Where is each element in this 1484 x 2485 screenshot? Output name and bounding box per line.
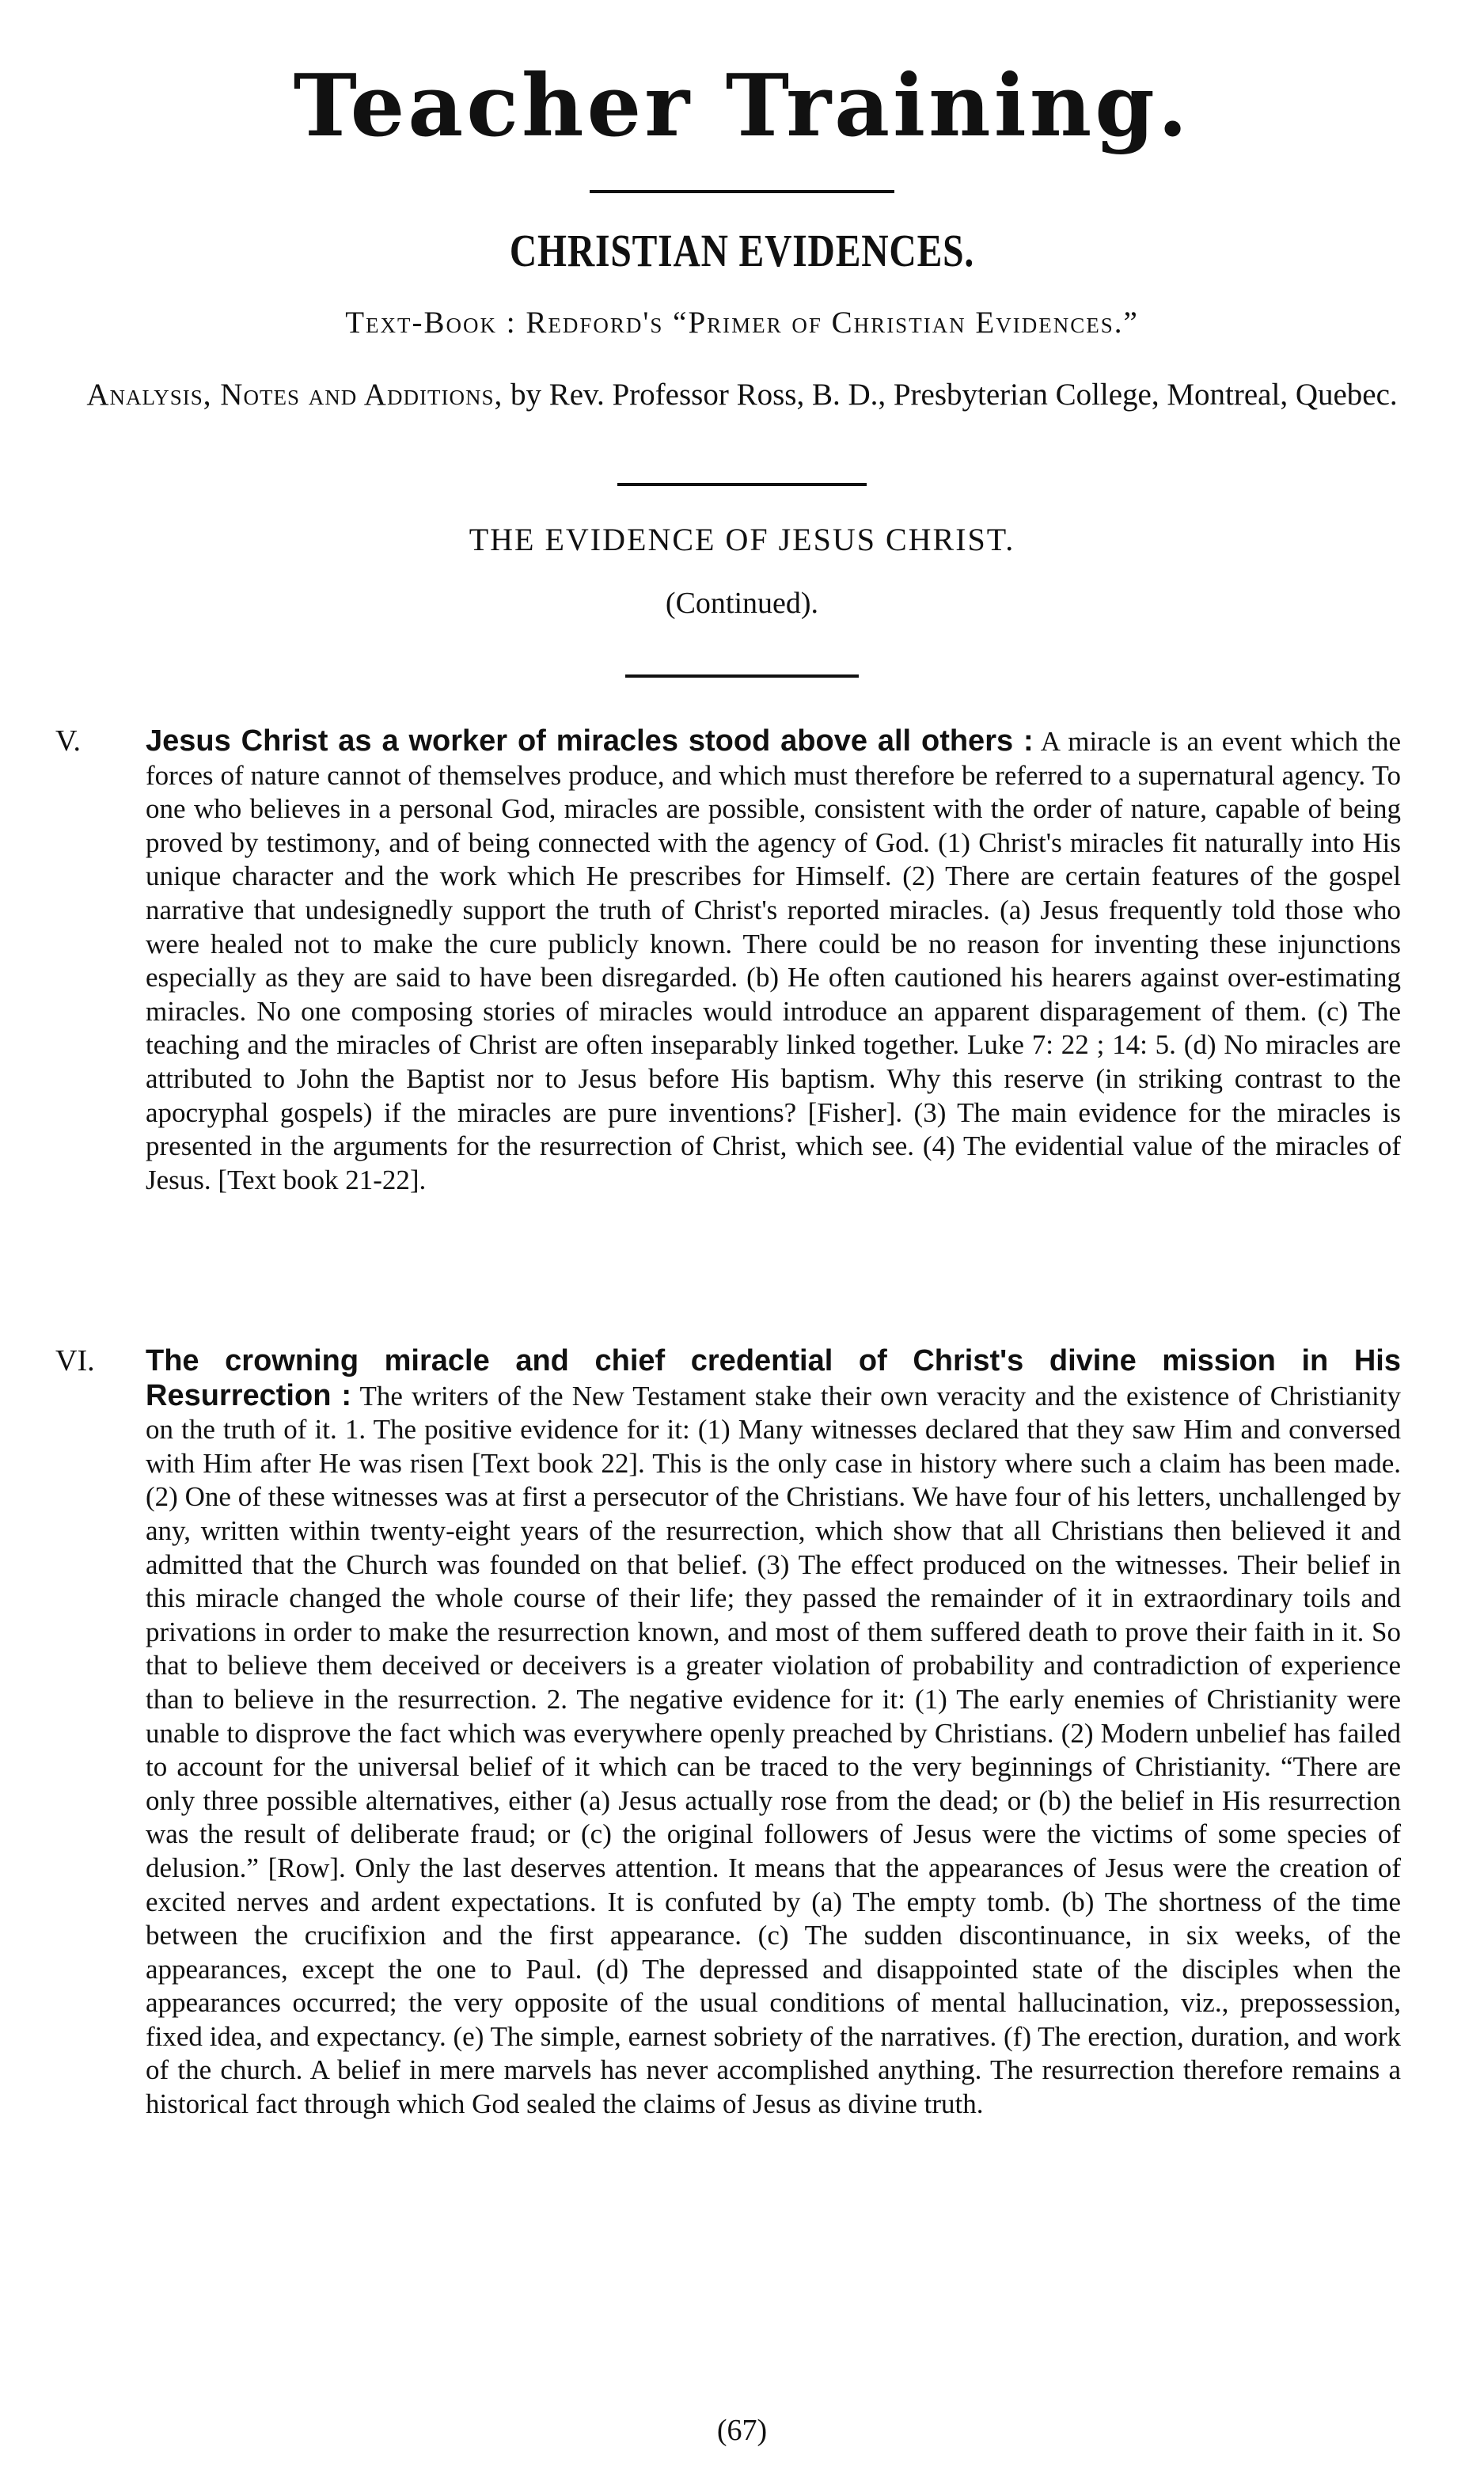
- continued-rule: [625, 674, 859, 678]
- subject-title: THE EVIDENCE OF JESUS CHRIST.: [469, 522, 1015, 557]
- analysis-label: Analysis, Notes and Additions,: [86, 378, 503, 412]
- item-numeral: VI.: [55, 1344, 95, 1377]
- item-paragraph: [146, 1344, 1401, 2122]
- subject-rule: [617, 483, 867, 486]
- item-vi: [55, 1344, 1401, 2122]
- item-body: A miracle is an event which the forces of nature cannot of themselves produce, and which must therefore be referred to a supernatural agency. To one who believes in a personal God, miracles are possible, consistent with the order of nature, capable of being proved by testimony, and of being connected with the agency of God. (1) Christ's miracles fit naturally into His unique character and the work which He prescribes for Himself. (2) There are certain features of the gospel narrative that undesignedly support the truth of Christ's reported miracles. (a) Jesus frequently told those who were healed not to make the cure publicly known. There could be no reason for inventing these injunctions especially as they are said to have been disregarded. (b) He often cautioned his hearers against over-estimating miracles. No one composing stories of miracles would introduce an apparent disparagement of them. (c) The teaching and the miracles of Christ are often inseparably linked together. Luke 7: 22 ; 14: 5. (d) No miracles are attributed to John the Baptist nor to Jesus before His baptism. Why this reserve (in striking contrast to the apocryphal gospels) if the miracles are pure inventions? [Fisher]. (3) The main evidence for the miracles is presented in the arguments for the resurrection of Christ, which see. (4) The evidential value of the miracles of Jesus. [Text book 21-22].: [146, 726, 1402, 1195]
- analysis-byline: by Rev. Professor Ross, B. D., Presbyterian College, Montreal, Quebec.: [503, 378, 1398, 412]
- analysis-line: [0, 372, 1484, 418]
- item-v: [55, 724, 1401, 1197]
- item-lead: Jesus Christ as a worker of miracles stood above all others :: [146, 724, 1034, 758]
- item-paragraph: [146, 724, 1401, 1197]
- item-lead: The crowning miracle and chief credential of Christ's divine mission in His Resurrection :: [146, 1344, 1401, 1412]
- masthead-title: Teacher Training.: [293, 56, 1191, 156]
- page-number: (67): [716, 2414, 768, 2447]
- textbook-line: Text-Book : Redford's “Primer of Christian Evidences.”: [345, 306, 1139, 340]
- section-title: CHRISTIAN EVIDENCES.: [509, 225, 975, 276]
- masthead-rule: [590, 190, 894, 193]
- item-numeral: V.: [55, 724, 82, 758]
- item-body: The writers of the New Testament stake their own veracity and the existence of Christianity on the truth of it. 1. The positive evidence for it: (1) Many witnesses declared that they saw Him and conversed with Him after He was risen [Text book 22]. This is the only case in history where such a claim has been made. (2) One of these witnesses was at first a persecutor of the Christians. We have four of his letters, unchallenged by any, written within twenty-eight years of the resurrection, which show that all Christians then believed it and admitted that the Church was founded on that belief. (3) The effect produced on the witnesses. Their belief in this miracle changed the whole course of their life; they passed the remainder of it in extraordinary toils and privations in order to make the resurrection known, and most of them suffered death to prove their faith in it. So that to believe them deceived or deceivers is a greater violation of probability and contradiction of experience than to believe in the resurrection. 2. The negative evidence for it: (1) The early enemies of Christianity were unable to disprove the fact which was everywhere openly preached by Christians. (2) Modern unbelief has failed to account for the universal belief of it which can be traced to the very beginnings of Christianity. “There are only three possible alternatives, either (a) Jesus actually rose from the dead; or (b) the belief in His resurrection was the result of deliberate fraud; or (c) the original followers of Jesus were the victims of some species of delusion.” [Row]. Only the last deserves attention. It means that the appearances of Jesus were the creation of excited nerves and ardent expectations. It is confuted by (a) The empty tomb. (b) The shortness of the time between the crucifixion and the first appearance. (c) The sudden discontinuance, in six weeks, of the appearances, except the one to Paul. (d) The depressed and disappointed state of the disciples when the appearances occurred; the very opposite of the usual conditions of mental hallucination, viz., prepossession, fixed idea, and expectancy. (e) The simple, earnest sobriety of the narratives. (f) The erection, duration, and work of the church. A belief in mere marvels has never accomplished anything. The resurrection therefore remains a historical fact through which God sealed the claims of Jesus as divine truth.: [146, 1380, 1402, 2120]
- continued-label: (Continued).: [665, 587, 819, 620]
